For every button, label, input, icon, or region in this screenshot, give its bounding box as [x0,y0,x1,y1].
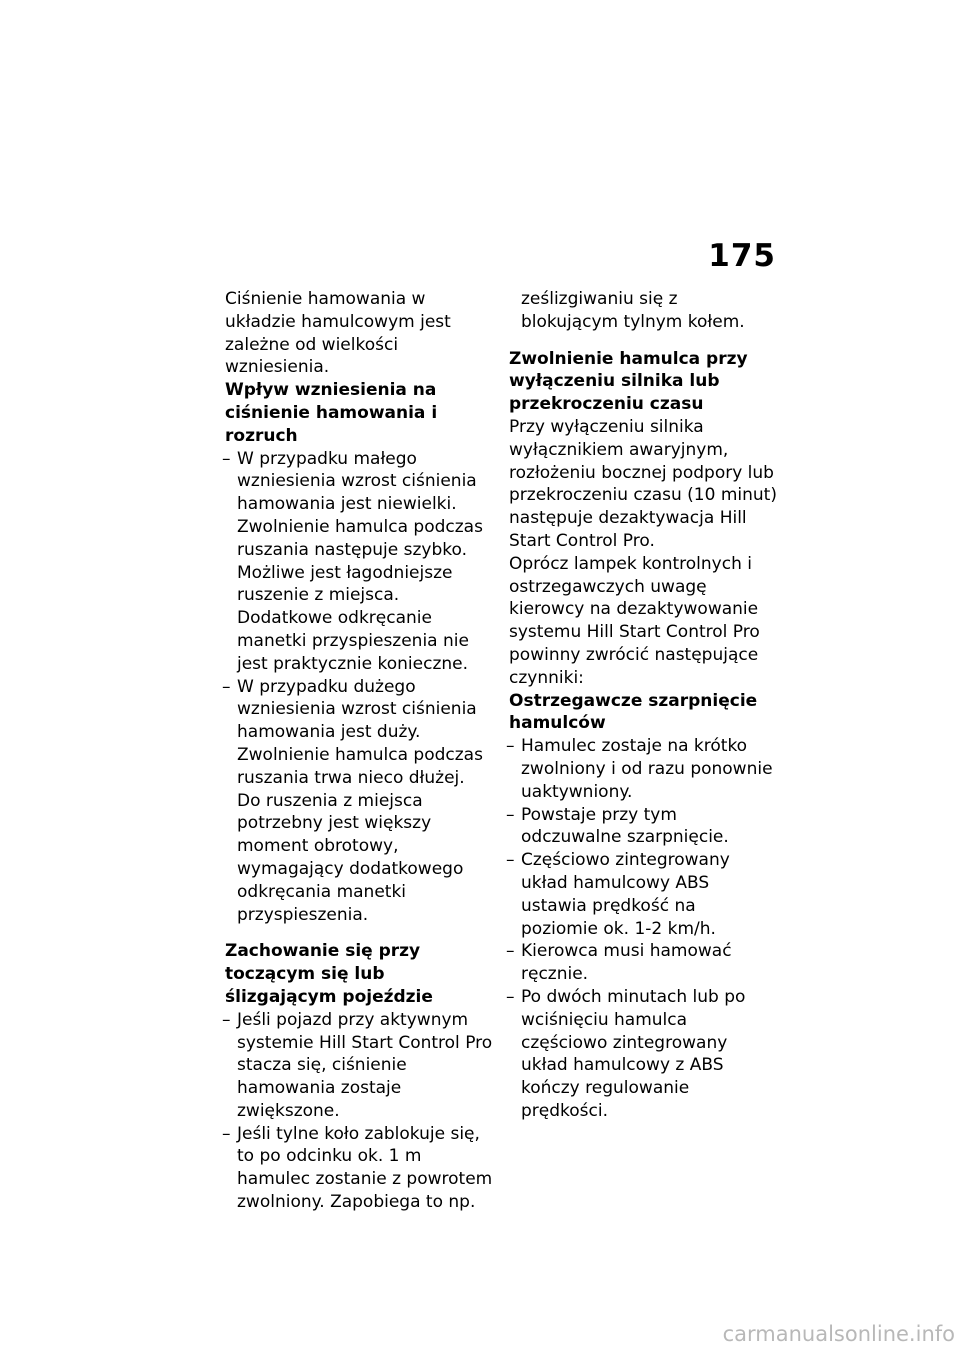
list-item-text: Kierowca musi hamować ręcznie. [521,941,732,985]
list-item-text: Hamulec zostaje na krótko zwolniony i od razu ponownie uaktywniony. [521,736,773,802]
bullet-dash: – [506,804,515,825]
list-item [506,735,777,803]
list-item-text: W przypadku małego wzniesienia wzrost ciśnienia hamowania jest niewielki. Zwolnienie hamulca podczas ruszania następuje szybko. Możliwe jest łagodniejsze ruszenie z miejsca. Dodatkowe odkręcanie manetki przyspieszenia nie jest praktycznie konieczne. [237,448,483,674]
brake-release-paragraph: Przy wyłączeniu silnika wyłącznikiem awaryjnym, rozłożeniu bocznej podpory lub przekroczeniu czasu (10 minut) następuje dezaktywacja Hill Start Control Pro. [509,416,777,551]
bullet-dash: – [222,676,231,697]
list-item-text: Powstaje przy tym odczuwalne szarpnięcie. [521,804,729,848]
bullet-dash: – [506,850,515,871]
section-heading-warning-jolt: Ostrzegawcze szarpnięcie hamulców [509,690,758,734]
page-number: 175 [708,238,776,274]
bullet-dash: – [222,1123,231,1144]
indicators-paragraph: Oprócz lampek kontrolnych i ostrzegawczych uwagę kierowcy na dezaktywowanie systemu Hill Start Control Pro powinny zwrócić następujące czynniki: [509,553,760,688]
list-item [506,986,777,1123]
list-item [506,804,777,850]
list-item-text: Częściowo zintegrowany układ hamulcowy ABS ustawia prędkość na poziomie ok. 1-2 km/h. [521,850,730,939]
continuation-text: ześlizgiwaniu się z blokującym tylnym kołem. [521,289,745,332]
bullet-dash: – [222,1009,231,1030]
slope-influence-list [222,448,493,927]
list-item [222,1009,493,1123]
section-heading-slope-influence: Wpływ wzniesienia na ciśnienie hamowania i rozruch [225,380,438,446]
list-item-text: W przypadku dużego wzniesienia wzrost ciśnienia hamowania jest duży. Zwolnienie hamulca podczas ruszania trwa nieco dłużej. Do ruszenia z miejsca potrzebny jest większy moment obrotowy, wymagający dodatkowego odkręcania manetki przyspieszenia. [237,676,483,925]
rolling-vehicle-list [222,1009,493,1214]
watermark[interactable]: carmanualsonline.info [722,1322,955,1346]
list-item [506,849,777,940]
bullet-dash: – [506,986,515,1007]
bullet-dash: – [222,448,231,469]
list-item [222,1123,493,1214]
list-item [222,448,493,676]
list-item [506,940,777,986]
list-item-text: Jeśli pojazd przy aktywnym systemie Hill Start Control Pro stacza się, ciśnienie hamowania zostaje zwiększone. [237,1009,493,1121]
warning-jolt-list [506,735,777,1123]
intro-paragraph: Ciśnienie hamowania w układzie hamulcowym jest zależne od wielkości wzniesienia. [225,289,451,378]
section-heading-rolling-vehicle: Zachowanie się przy toczącym się lub ślizgającym pojeździe [225,941,433,1007]
list-item-text: Po dwóch minutach lub po wciśnięciu hamulca częściowo zintegrowany układ hamulcowy z ABS kończy regulowanie prędkości. [521,986,746,1121]
list-item [222,676,493,927]
right-column [506,288,777,1123]
list-item-text: Jeśli tylne koło zablokuje się, to po odcinku ok. 1 m hamulec zostanie z powrotem zwolniony. Zapobiega to np. [237,1123,493,1213]
left-column [222,288,493,1214]
bullet-dash: – [506,736,515,757]
bullet-dash: – [506,941,515,962]
section-heading-brake-release: Zwolnienie hamulca przy wyłączeniu silnika lub przekroczeniu czasu [509,348,748,415]
